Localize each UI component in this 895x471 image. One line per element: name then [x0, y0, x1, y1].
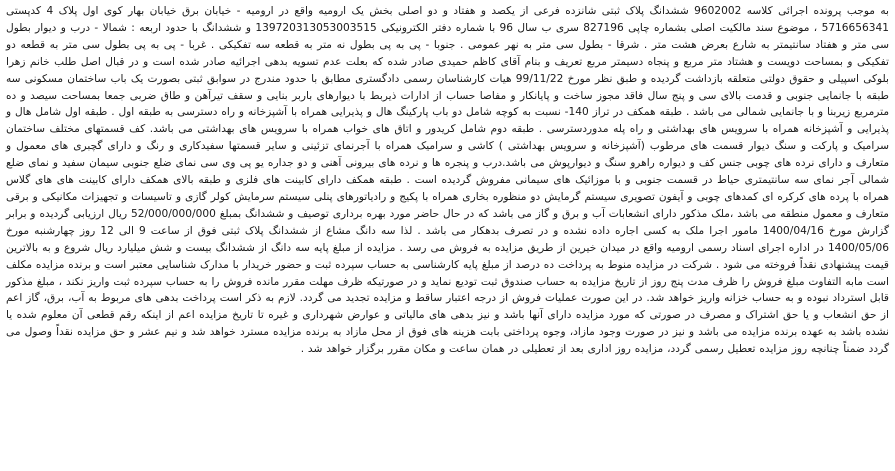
auction-notice-text: به موجب پرونده اجرائی کلاسه 9602002 ششدانگ پلاک ثبتی شانزده فرعی از یکصد و هفتاد و دو اصلی بخش یک ارومیه واقع در ارومیه - خیابان برق خیابان بهار کوی اول پلاک 4 کدپستی 5716656341 ، موضوع سند مالکیت اصلی بشماره چاپی 827196 سری ب سال 96 با شماره دفتر الکترونیکی 139720313053003515 و ششدانگ با حدود اربعه : شمالا - درب و دیوار بطول سی متر و هفتاد سانتیمتر به شارع بعرض هشت متر . شرقا - بطول سی متر به نهر عمومی . جنوبا - پی به پی بطول نه متر به قطعه سه تفکیکی . غربا - پی به پی بطول سی متر به قطعه دو تفکیکی و بمساحت دویست و هشتاد متر مربع و پنجاه دسیمتر مربع تعریف و بنام آقای کاظم حمیدی صادر شده که بعلت عدم تسویه بدهی اجرائیه صادر شده است و در قبال اصل طلب خانم زهرا بلوکی اسپیلی و حقوق دولتی متعلقه بازداشت گردیده و طبق نظر مورخ 99/11/22 هیات کارشناسان رسمی دادگستری مطابق با حدود مندرج در سوابق ثبتی بصورت یک باب ساختمان مسکونی سه طبقه با جانمایی جنوبی و قدمت بالای سی و پنج سال فاقد مجوز ساخت و پایانکار و مفاصا حساب از ادارات ذیربط با دیوارهای باربر بنایی و سقف تیرآهن و طاق ضربی جمعا بمساحت سیصد و ده مترمربع زیربنا و با جانمایی شمالی می باشد . طبقه همکف در تراز 140- نسبت به کوچه شامل دو باب پارکینگ هال و پذیرایی همراه با آشپزخانه و راه دسترسی به طبقه اول . طبقه اول شامل هال و پذیرایی و آشپزخانه همراه با سرویس های بهداشتی و راه پله مدوردسترسی . طبقه دوم شامل کریدور و اتاق های خواب همراه با سرویس های بهداشتی می باشد. کف قسمتهای مختلف ساختمان سرامیک و پارکت و سنگ دیوار قسمت های مرطوب (آشپزخانه و سرویس بهداشتی ) کاشی و سرامیک همراه با آجرنمای تزئینی و سایر قسمتها سفیدکاری و رنگ و دارای گچبری های معمول و متعارف و دارای نرده های چوبی جنس کف و دیواره راهرو سنگ و دیوارپوش می باشد.درب و پنجره ها و نرده های بیرونی آهنی و دو جداره یو پی وی سی نمای ضلع جنوبی سیمان سفید و نمای ضلع شمالی آجر نمای سه سانتیمتری حیاط در قسمت جنوبی و با موزائیک های سیمانی مفروش گردیده است . طبقه همکف دارای کابینت های فلزی و طبقه بالای همکف دارای کابینت های های گلاس همراه با پرده های کرکره ای کمدهای چوبی و آیفون تصویری سیستم گرمایش دو منظوره بخاری همراه با پکیج و رادیاتورهای پنلی سیستم سرمایش کولر گازی و تاسیسات و تجهیزات مکانیکی و برقی متعارف و معمول منطقه می باشد ،ملک مذکور دارای انشعابات آب و برق و گاز می باشد که در حال حاضر مورد بهره برداری توصیف و ششدانگ بمبلغ 52/000/000/000 ریال ارزیابی گردیده و برابر گزارش مورخ 1400/04/16 مامور اجرا ملک به کسی اجاره داده نشده و در تصرف بدهکار می باشد . لذا سه دانگ مشاع از ششدانگ پلاک ثبتی فوق از ساعت 9 الی 12 روز چهارشنبه مورخ 1400/05/06 در اداره اجرای اسناد رسمی ارومیه واقع در میدان خیرین از طریق مزایده به فروش می رسد . مزایده از مبلغ پایه سه دانگ از ششدانگ بیست و شش میلیارد ریال شروع و به بالاترین قیمت پیشنهادی نقداً فروخته می شود . شرکت در مزایده منوط به پرداخت ده درصد از مبلغ پایه کارشناسی به حساب سپرده ثبت و حضور خریدار با مدارک شناسایی معتبر است و برنده مزایده مکلف است مابه التفاوت مبلغ فروش را ظرف مدت پنج روز از تاریخ مزایده به حساب صندوق ثبت تودیع نماید و در صورتیکه ظرف مهلت مقرر مانده فروش را به حساب سپرده ثبت واریز نکند ، مبلغ مذکور قابل استرداد نبوده و به حساب خزانه واریز خواهد شد. در این صورت عملیات فروش از درجه اعتبار ساقط و مزایده تجدید می گردد. لازم به ذکر است پرداخت بدهی های مربوط به آب، برق، گاز اعم از حق انشعاب و یا حق اشتراک و مصرف در صورتی که مورد مزایده دارای آنها باشد و نیز بدهی های مالیاتی و عوارض شهرداری و غیره تا تاریخ مزایده اعم از اینکه رقم قطعی آن معلوم شده یا نشده باشد به عهده برنده مزایده می باشد و نیز در صورت وجود مازاد، وجوه پرداختی بابت هزینه های فوق از محل مازاد به برنده مزایده مسترد خواهد شد و نیم عشر و حق مزایده نقداً وصول می گردد ضمناً چنانچه روز مزایده تعطیل رسمی گردد، مزایده روز اداری بعد از تعطیلی در همان ساعت و مکان مقرر برگزار خواهد شد .	[6, 5, 889, 356]
